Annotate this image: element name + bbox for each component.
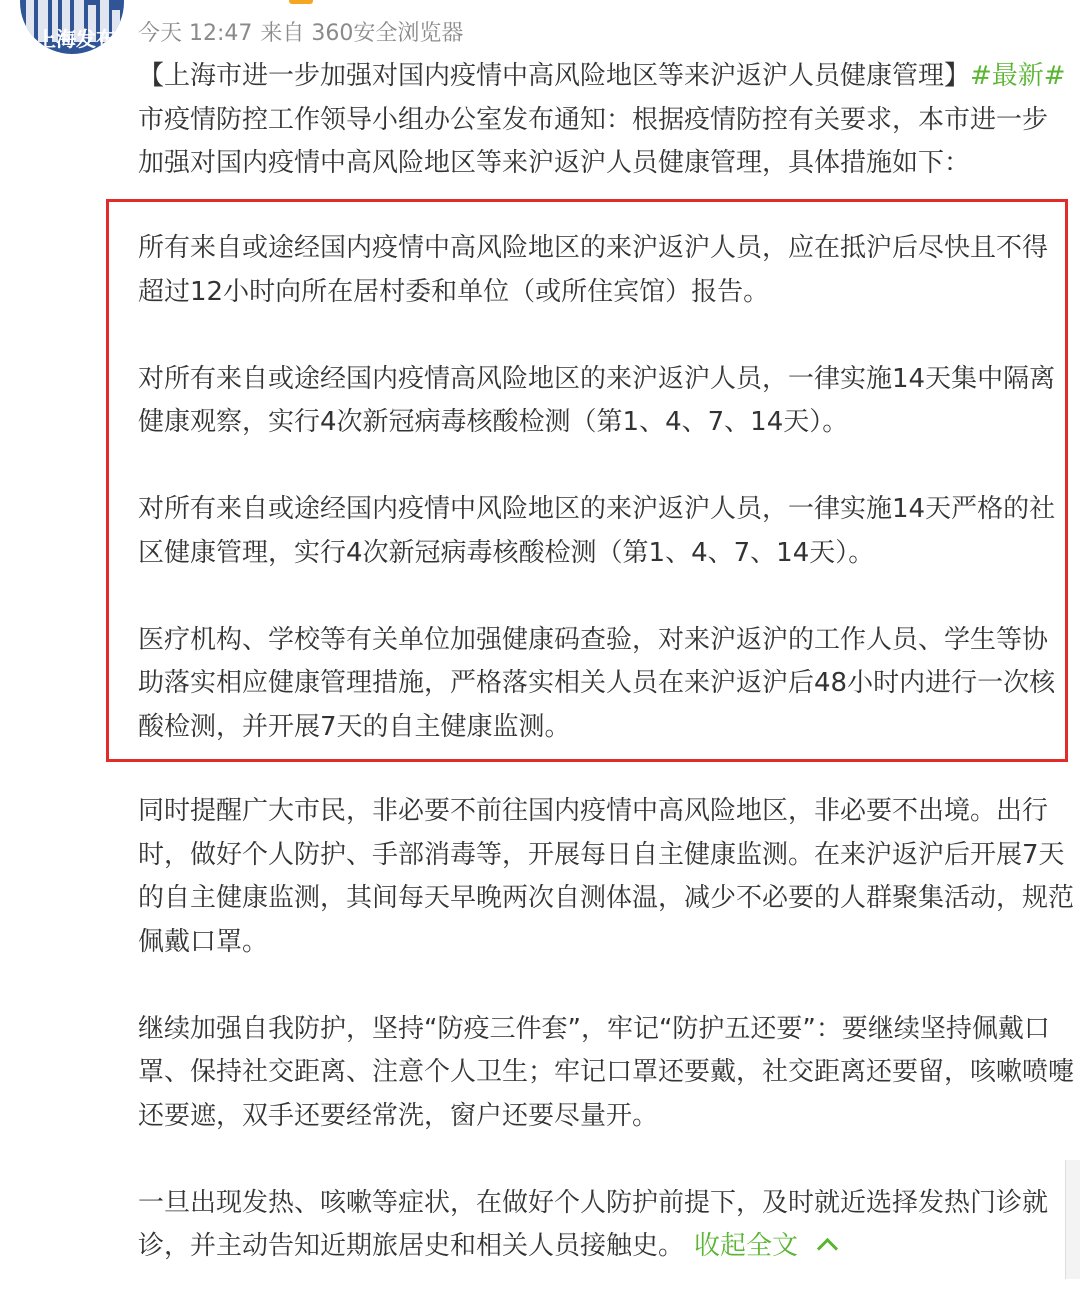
badge-icon: [289, 0, 313, 4]
reminder-item: 继续加强自我防护，坚持“防疫三件套”，牢记“防护五还要”：要继续坚持佩戴口罩、保持社交距离、注意个人卫生；牢记口罩还要戴，社交距离还要留，咳嗽喷嚏还要遮，双手还要经常洗，窗户还要尽量开。: [138, 1013, 1075, 1131]
measure-item: 医疗机构、学校等有关单位加强健康码查验，对来沪返沪的工作人员、学生等协助落实相应健康管理措施，严格落实相关人员在来沪返沪后48小时内进行一次核酸检测，并开展7天的自主健康监测。: [138, 624, 1056, 742]
measure-item: 所有来自或途经国内疫情中高风险地区的来沪返沪人员，应在抵沪后尽快且不得超过12小时向所在居村委和单位（或所住宾馆）报告。: [138, 233, 1049, 307]
avatar-label: 上海发布: [36, 27, 116, 51]
post-source[interactable]: 来自 360安全浏览器: [260, 21, 464, 46]
topic-link[interactable]: #最新#: [970, 61, 1066, 91]
headline: 【上海市进一步加强对国内疫情中高风险地区等来沪返沪人员健康管理】: [138, 61, 971, 91]
post-body: [138, 55, 1068, 186]
collapse-button[interactable]: [694, 1231, 835, 1261]
post-meta: [138, 19, 471, 49]
measures-list: [138, 227, 1068, 793]
reminder-text: 一旦出现发热、咳嗽等症状，在做好个人防护前提下，及时就近选择发热门诊就诊，并主动告知近期旅居史和相关人员接触史。: [138, 1187, 1049, 1261]
post-time: 今天 12:47: [138, 21, 253, 46]
scrollbar[interactable]: [1065, 1160, 1080, 1279]
reminder-item: 同时提醒广大市民，非必要不前往国内疫情中高风险地区，非必要不出境。出行时，做好个人防护、手部消毒等，开展每日自主健康监测。在来沪返沪后开展7天的自主健康监测，其间每天早晚两次自测体温，减少不必要的人群聚集活动，规范佩戴口罩。: [138, 796, 1075, 957]
intro-text: 市疫情防控工作领导小组办公室发布通知：根据疫情防控有关要求，本市进一步加强对国内疫情中高风险地区等来沪返沪人员健康管理，具体措施如下：: [138, 104, 1049, 178]
collapse-label: 收起全文: [694, 1231, 799, 1261]
chevron-up-icon: [817, 1238, 838, 1259]
avatar[interactable]: [20, 0, 124, 54]
reminder-item-last: [138, 1182, 1078, 1269]
measure-item: 对所有来自或途经国内疫情中风险地区的来沪返沪人员，一律实施14天严格的社区健康管理，实行4次新冠病毒核酸检测（第1、4、7、14天）。: [138, 494, 1056, 568]
measure-item: 对所有来自或途经国内疫情高风险地区的来沪返沪人员，一律实施14天集中隔离健康观察，实行4次新冠病毒核酸检测（第1、4、7、14天）。: [138, 363, 1056, 437]
post-intro: [138, 55, 1068, 186]
reminders-list: [138, 790, 1078, 1312]
